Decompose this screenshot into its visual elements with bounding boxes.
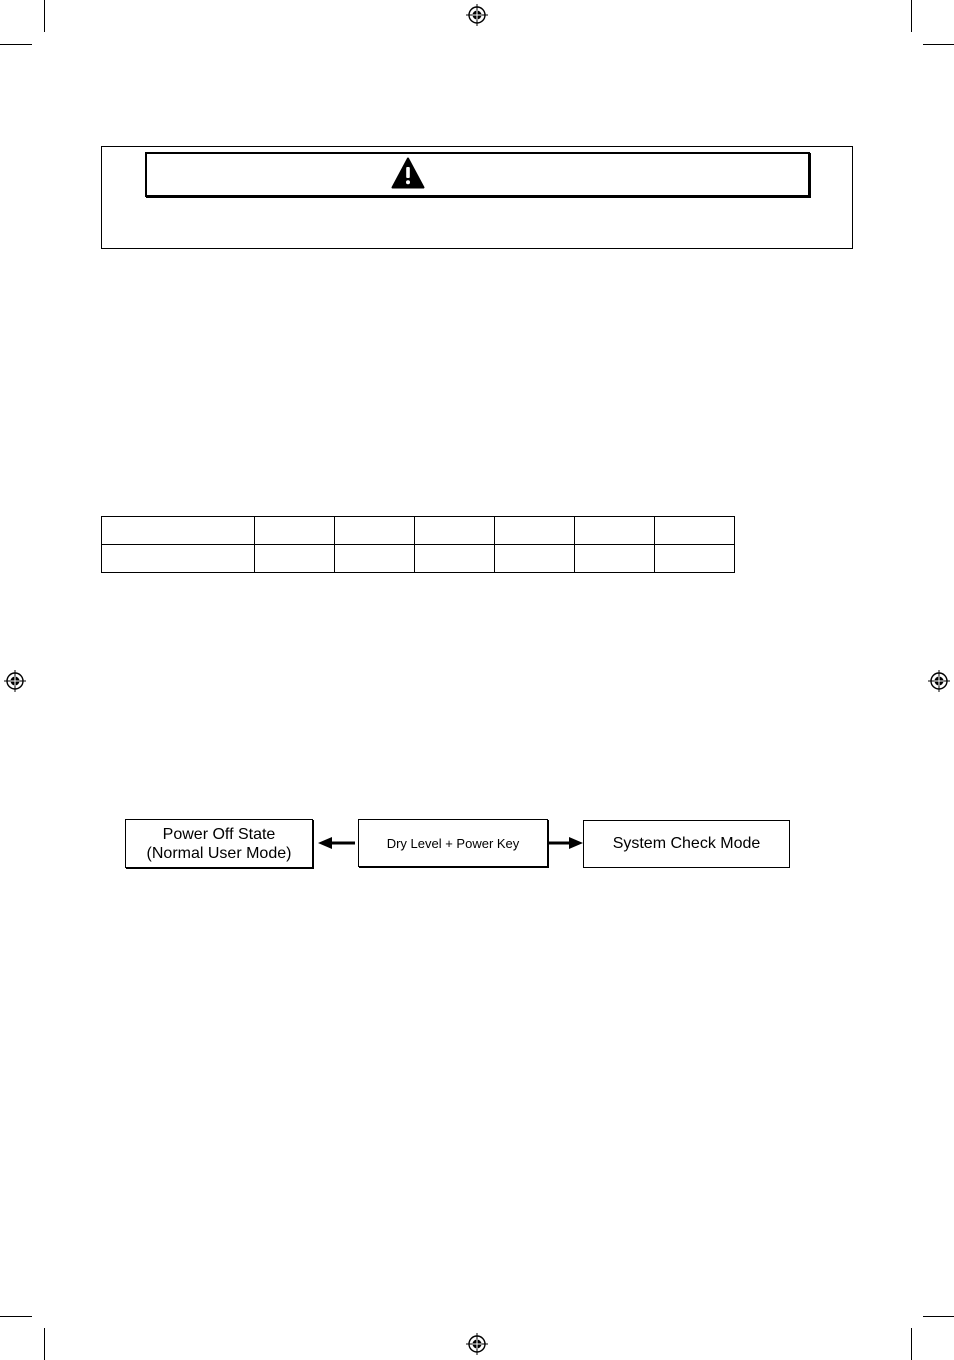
trim-mark-bottom-left-horizontal (0, 1316, 32, 1317)
trim-mark-bottom-left-vertical (44, 1328, 45, 1360)
arrow-left-icon (318, 836, 355, 850)
trim-mark-bottom-right-vertical (911, 1328, 912, 1360)
table-cell (255, 545, 335, 573)
table-cell (655, 517, 735, 545)
arrow-right-icon (549, 836, 583, 850)
trim-mark-top-right-vertical (911, 0, 912, 32)
registration-mark-bottom-icon (466, 1333, 488, 1355)
table-cell (575, 517, 655, 545)
table-cell (102, 517, 255, 545)
table-cell (655, 545, 735, 573)
table-cell (575, 545, 655, 573)
trim-mark-top-left-vertical (44, 0, 45, 32)
empty-table (101, 516, 735, 573)
table-row (102, 545, 735, 573)
dry-level-power-key-box (358, 819, 548, 867)
table-row (102, 517, 735, 545)
table-cell (415, 517, 495, 545)
trim-mark-bottom-right-horizontal (923, 1316, 954, 1317)
warning-triangle-icon (391, 157, 425, 189)
table-cell (102, 545, 255, 573)
registration-mark-left-icon (4, 670, 26, 692)
trim-mark-top-right-horizontal (923, 44, 954, 45)
power-off-state-label: Power Off State (162, 825, 276, 843)
system-check-mode-box (583, 820, 790, 868)
table-cell (415, 545, 495, 573)
trim-mark-top-left-horizontal (0, 44, 32, 45)
registration-mark-top-icon (466, 4, 488, 26)
table-cell (335, 517, 415, 545)
warning-banner (145, 152, 810, 197)
system-check-mode-label: System Check Mode (612, 835, 761, 852)
table-cell (495, 545, 575, 573)
dry-level-power-key-label: Dry Level + Power Key (386, 835, 520, 851)
table-cell (255, 517, 335, 545)
registration-mark-right-icon (928, 670, 950, 692)
power-off-state-box (125, 819, 313, 868)
normal-user-mode-label: (Normal User Mode) (146, 844, 292, 862)
table-cell (335, 545, 415, 573)
table-cell (495, 517, 575, 545)
